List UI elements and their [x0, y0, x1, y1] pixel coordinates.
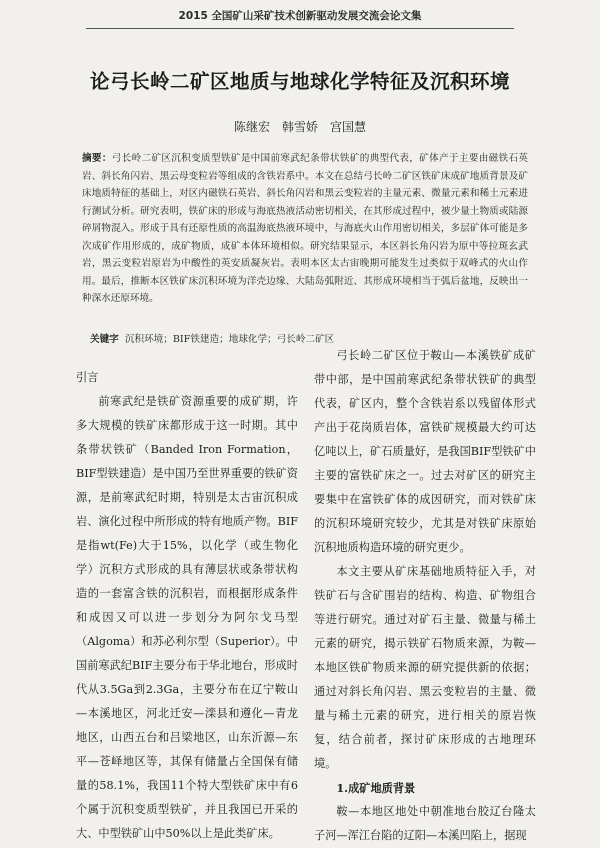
header-rule — [86, 28, 514, 29]
keywords-text: 沉积环境；BIF铁建造；地球化学；弓长岭二矿区 — [124, 334, 335, 345]
right-column — [314, 344, 536, 848]
abstract-label: 摘要： — [82, 153, 112, 164]
intro-paragraph-1: 前寒武纪是铁矿资源重要的成矿期，许多大规模的铁矿床都形成于这一时期。其中条带状铁矿（Banded Iron Formation，BIF型铁建造）是中国乃至世界重要的铁矿资源，是前寒武纪时期，特别是太古宙沉积成岩、演化过程中所形成的特有地质产物。BIF是指wt(Fe)大于15%，以化学（或生物化学）沉积方式形成的具有薄层状或条带状构造的一套富含铁的沉积岩，而根据形成条件和成因又可以进一步划分为阿尔戈马型（Algoma）和苏必利尔型（Superior）。中国前寒武纪BIF主要分布于华北地台，形成时代从3.5Ga到2.3Ga，主要分布在辽宁鞍山—本溪地区，河北迁安—滦县和遵化—青龙地区，山西五台和吕梁地区，山东沂源—东平—苍峄地区等，其保有储量占全国保有储量的58.1%，我国11个特大型铁矿床中有6个属于沉积变质型铁矿，并且我国已开采的大、中型铁矿山中50%以上是此类矿床。 — [76, 395, 298, 840]
abstract — [82, 150, 528, 308]
running-header: 2015 全国矿山采矿技术创新驱动发展交流会论文集 — [178, 10, 422, 22]
intro-paragraph-3: 本文主要从矿床基础地质特征入手，对铁矿石与含矿围岩的结构、构造、矿物组合等进行研究。通过对矿石主量、微量与稀土元素的研究，揭示铁矿石物质来源，为鞍—本地区铁矿物质来源的研究提供新的依据；通过对斜长角闪岩、黑云变粒岩的主量、微量与稀土元素的研究，进行相关的原岩恢复，结合前者，探讨矿床形成的古地理环境。 — [314, 565, 536, 770]
section-1-heading: 1.成矿地质背景 — [336, 781, 416, 795]
intro-heading: 引言 — [76, 371, 99, 384]
keywords-label: 关键字 — [90, 334, 119, 345]
abstract-text: 弓长岭二矿区沉积变质型铁矿是中国前寒武纪条带状铁矿的典型代表，矿体产于主要由磁铁石英岩、斜长角闪岩、黑云母变粒岩等组成的含铁岩系中。本文在总结弓长岭二矿区铁矿床成矿地质背景及矿床地质特征的基础上，对区内磁铁石英岩、斜长角闪岩和黑云变粒岩的主量元素、微量元素和稀土元素进行测试分析。研究表明，铁矿床的形成与海底热液活动密切相关，在其形成过程中，被少量土物质或陆源碎屑物混入。形成于具有还原性质的高温海底热液环境中，与海底火山作用密切相关，多层矿体可能是多次成矿作用形成的，成矿物质，成矿本体环境相似。研究结果显示，本区斜长角闪岩为原中等拉斑玄武岩，黑云变粒岩原岩为中酸性的英安质凝灰岩。表明本区太古宙晚期可能发生过类似于双峰式的火山作用。最后，推断本区铁矿床沉积环境为洋壳边缘、大陆岛弧附近、其形成环境相当于弧后盆地，反映出一种深水还原环境。 — [82, 153, 529, 304]
intro-paragraph-2: 弓长岭二矿区位于鞍山—本溪铁矿成矿带中部，是中国前寒武纪条带状铁矿的典型代表，矿区内，整个含铁岩系以残留体形式产出于花岗质岩体，富铁矿规模最大约可达亿吨以上，矿石质量好，是我国BIF型铁矿中主要的富铁矿床之一。过去对矿区的研究主要集中在富铁矿体的成因研究，而对铁矿床的沉积环境研究较少，尤其是对铁矿床原始沉积地质构造环境的研究更少。 — [314, 349, 536, 554]
authors: 陈继宏 韩雪娇 宫国慧 — [233, 120, 366, 134]
paper-title: 论弓长岭二矿区地质与地球化学特征及沉积环境 — [89, 70, 510, 93]
section-1-paragraph: 鞍—本地区地处中朝准地台胶辽台隆太子河—浑江台陷的辽阳—本溪凹陷上，据现 — [314, 805, 536, 842]
left-column — [76, 366, 298, 846]
keywords — [90, 331, 530, 345]
